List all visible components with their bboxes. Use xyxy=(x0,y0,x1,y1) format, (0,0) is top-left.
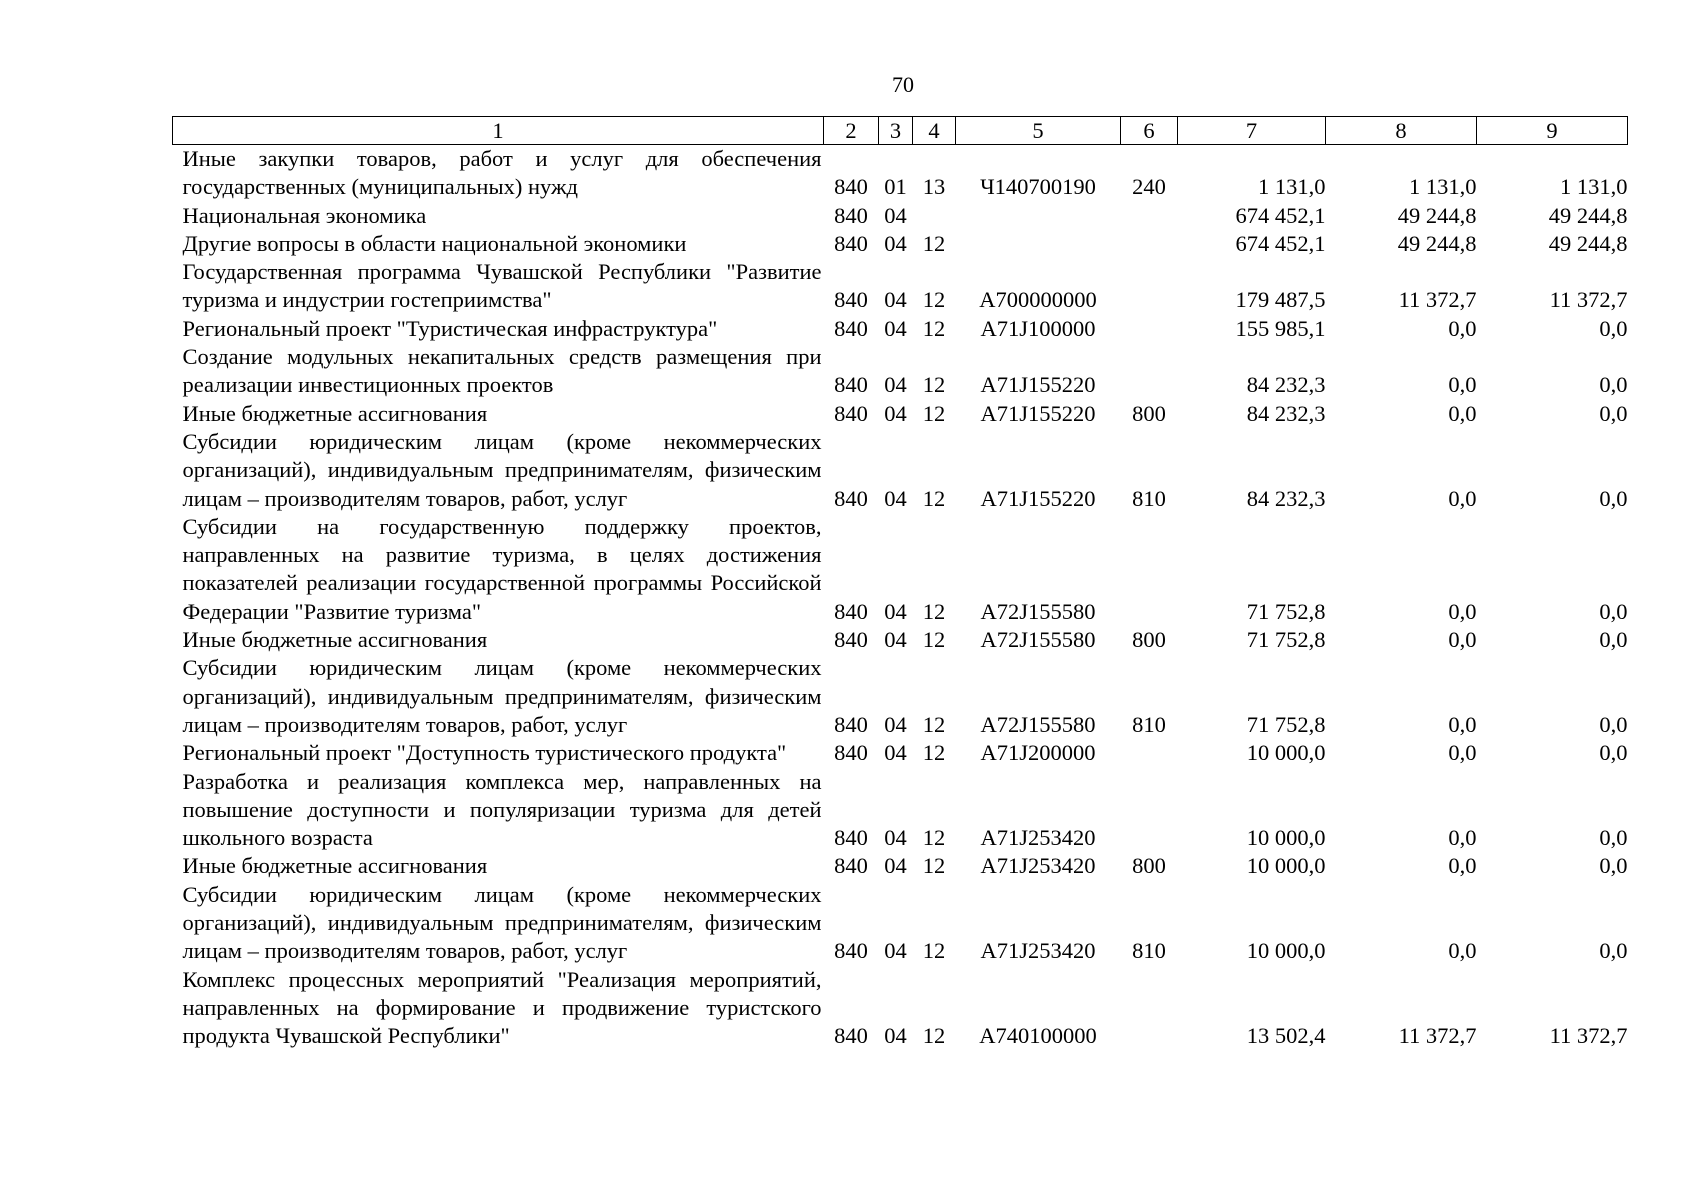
cell-amount-col9: 0,0 xyxy=(1599,400,1628,426)
cell-admin-code: 840 xyxy=(834,627,868,653)
cell-amount-col9: 11 372,7 xyxy=(1549,1023,1628,1049)
cell-expense-type xyxy=(1121,966,1178,1051)
cell-subsection-code xyxy=(913,202,956,230)
cell-amount-col8: 0,0 xyxy=(1448,627,1477,653)
cell-admin-code: 840 xyxy=(834,740,868,766)
cell-amount-col9: 49 244,8 xyxy=(1548,202,1628,228)
cell-amount-col8: 11 372,7 xyxy=(1398,287,1477,313)
cell-subsection-code: 12 xyxy=(922,853,946,879)
column-header: 5 xyxy=(956,117,1121,145)
row-name-cell: Региональный проект "Доступность туристического продукта" xyxy=(182,740,787,766)
cell-amount-col9: 49 244,8 xyxy=(1548,230,1628,256)
cell-target-article: Ч140700190 xyxy=(980,174,1096,200)
cell-section-code: 04 xyxy=(884,853,907,879)
cell-amount-col7: 10 000,0 xyxy=(1246,825,1326,851)
cell-section-code: 04 xyxy=(884,825,907,851)
cell-admin-code: 840 xyxy=(834,711,868,737)
table-row xyxy=(173,428,1628,513)
table-row xyxy=(173,852,1628,880)
cell-subsection-code: 12 xyxy=(922,740,946,766)
cell-amount-col7: 155 985,1 xyxy=(1235,315,1326,341)
table-row xyxy=(173,881,1628,966)
table-row xyxy=(173,202,1628,230)
cell-admin-code: 840 xyxy=(834,598,868,624)
cell-amount-col9: 0,0 xyxy=(1599,372,1628,398)
column-header: 8 xyxy=(1326,117,1477,145)
cell-amount-col8: 0,0 xyxy=(1448,938,1477,964)
row-name-cell: Разработка и реализация комплекса мер, направленных на повышение доступности и популяризации туризма для детей школьного возраста xyxy=(182,768,822,851)
cell-target-article: А700000000 xyxy=(979,287,1097,313)
column-header: 6 xyxy=(1121,117,1178,145)
cell-expense-type xyxy=(1121,513,1178,626)
cell-amount-col9: 0,0 xyxy=(1599,825,1628,851)
cell-amount-col7: 71 752,8 xyxy=(1246,598,1326,624)
cell-section-code: 04 xyxy=(884,230,907,256)
cell-target-article: А71J155220 xyxy=(980,400,1096,426)
cell-amount-col8: 0,0 xyxy=(1448,400,1477,426)
cell-amount-col9: 0,0 xyxy=(1599,711,1628,737)
cell-section-code: 01 xyxy=(884,174,907,200)
cell-amount-col8: 11 372,7 xyxy=(1398,1023,1477,1049)
row-name-cell: Национальная экономика xyxy=(182,202,427,228)
cell-amount-col8: 0,0 xyxy=(1448,315,1477,341)
cell-amount-col8: 49 244,8 xyxy=(1397,202,1477,228)
cell-admin-code: 840 xyxy=(834,853,868,879)
row-name-cell: Иные закупки товаров, работ и услуг для обеспечения государственных (муниципальных) нужд xyxy=(182,146,822,200)
cell-target-article: А71J253420 xyxy=(980,938,1096,964)
cell-admin-code: 840 xyxy=(834,485,868,511)
cell-amount-col9: 1 131,0 xyxy=(1560,174,1628,200)
cell-section-code: 04 xyxy=(884,485,907,511)
cell-expense-type xyxy=(1121,343,1178,400)
cell-subsection-code: 12 xyxy=(922,1023,946,1049)
cell-subsection-code: 12 xyxy=(922,287,946,313)
cell-amount-col8: 0,0 xyxy=(1448,598,1477,624)
cell-section-code: 04 xyxy=(884,627,907,653)
row-name-cell: Государственная программа Чувашской Республики "Развитие туризма и индустрии гостеприимства" xyxy=(182,259,822,313)
cell-admin-code: 840 xyxy=(834,1023,868,1049)
cell-target-article: А71J200000 xyxy=(980,740,1096,766)
cell-amount-col9: 0,0 xyxy=(1599,315,1628,341)
cell-amount-col7: 84 232,3 xyxy=(1246,400,1326,426)
cell-amount-col8: 0,0 xyxy=(1448,372,1477,398)
cell-amount-col9: 0,0 xyxy=(1599,938,1628,964)
table-row xyxy=(173,258,1628,315)
cell-target-article: А72J155580 xyxy=(980,627,1096,653)
cell-expense-type: 810 xyxy=(1132,711,1166,737)
cell-expense-type: 810 xyxy=(1132,938,1166,964)
cell-expense-type xyxy=(1121,315,1178,343)
cell-subsection-code: 12 xyxy=(922,938,946,964)
cell-target-article xyxy=(956,230,1121,258)
cell-expense-type xyxy=(1121,768,1178,853)
cell-section-code: 04 xyxy=(884,400,907,426)
row-name-cell: Субсидии юридическим лицам (кроме некоммерческих организаций), индивидуальным предпринимателям, физическим лицам – производителям товаров, работ, услуг xyxy=(182,881,822,964)
cell-amount-col8: 0,0 xyxy=(1448,853,1477,879)
table-row xyxy=(173,230,1628,258)
table-row xyxy=(173,626,1628,654)
cell-amount-col7: 13 502,4 xyxy=(1246,1023,1326,1049)
column-header: 9 xyxy=(1477,117,1628,145)
row-name-cell: Региональный проект "Туристическая инфраструктура" xyxy=(182,315,718,341)
cell-amount-col7: 71 752,8 xyxy=(1246,627,1326,653)
cell-subsection-code: 12 xyxy=(922,711,946,737)
cell-subsection-code: 12 xyxy=(922,825,946,851)
cell-amount-col8: 49 244,8 xyxy=(1397,230,1477,256)
cell-section-code: 04 xyxy=(884,202,907,228)
cell-section-code: 04 xyxy=(884,598,907,624)
cell-target-article: А71J100000 xyxy=(980,315,1096,341)
cell-amount-col9: 11 372,7 xyxy=(1549,287,1628,313)
cell-subsection-code: 12 xyxy=(922,230,946,256)
table-row xyxy=(173,768,1628,853)
cell-expense-type: 800 xyxy=(1132,627,1166,653)
cell-subsection-code: 12 xyxy=(922,372,946,398)
cell-amount-col9: 0,0 xyxy=(1599,627,1628,653)
cell-admin-code: 840 xyxy=(834,202,868,228)
column-header: 4 xyxy=(913,117,956,145)
table-row xyxy=(173,145,1628,202)
budget-table xyxy=(172,116,1628,1051)
cell-admin-code: 840 xyxy=(834,938,868,964)
cell-target-article: А71J253420 xyxy=(980,825,1096,851)
row-name-cell: Комплекс процессных мероприятий "Реализация мероприятий, направленных на формирование и продвижение туристского продукта Чувашской Республики" xyxy=(182,966,822,1049)
cell-section-code: 04 xyxy=(884,315,907,341)
cell-amount-col9: 0,0 xyxy=(1599,853,1628,879)
cell-target-article: А71J155220 xyxy=(980,485,1096,511)
cell-admin-code: 840 xyxy=(834,230,868,256)
cell-target-article: А72J155580 xyxy=(980,598,1096,624)
page-number: 70 xyxy=(892,72,914,97)
table-row xyxy=(173,654,1628,739)
cell-expense-type xyxy=(1121,230,1178,258)
cell-expense-type xyxy=(1121,739,1178,767)
cell-section-code: 04 xyxy=(884,287,907,313)
table-row xyxy=(173,966,1628,1051)
cell-target-article: А71J253420 xyxy=(980,853,1096,879)
table-row xyxy=(173,739,1628,767)
cell-expense-type xyxy=(1121,258,1178,315)
cell-admin-code: 840 xyxy=(834,174,868,200)
cell-expense-type xyxy=(1121,202,1178,230)
cell-amount-col7: 674 452,1 xyxy=(1235,230,1326,256)
cell-amount-col8: 1 131,0 xyxy=(1409,174,1477,200)
cell-amount-col7: 84 232,3 xyxy=(1246,485,1326,511)
cell-section-code: 04 xyxy=(884,938,907,964)
table-row xyxy=(173,513,1628,626)
cell-target-article xyxy=(956,202,1121,230)
row-name-cell: Иные бюджетные ассигнования xyxy=(182,627,488,653)
cell-amount-col8: 0,0 xyxy=(1448,711,1477,737)
cell-subsection-code: 12 xyxy=(922,598,946,624)
cell-admin-code: 840 xyxy=(834,400,868,426)
cell-subsection-code: 13 xyxy=(922,174,946,200)
cell-amount-col9: 0,0 xyxy=(1599,598,1628,624)
cell-admin-code: 840 xyxy=(834,372,868,398)
cell-admin-code: 840 xyxy=(834,825,868,851)
cell-amount-col7: 84 232,3 xyxy=(1246,372,1326,398)
cell-subsection-code: 12 xyxy=(922,627,946,653)
cell-subsection-code: 12 xyxy=(922,485,946,511)
cell-amount-col7: 179 487,5 xyxy=(1235,287,1326,313)
row-name-cell: Субсидии юридическим лицам (кроме некоммерческих организаций), индивидуальным предпринимателям, физическим лицам – производителям товаров, работ, услуг xyxy=(182,655,822,737)
cell-target-article: А740100000 xyxy=(979,1023,1097,1049)
cell-section-code: 04 xyxy=(884,740,907,766)
cell-target-article: А72J155580 xyxy=(980,711,1096,737)
cell-expense-type: 800 xyxy=(1132,853,1166,879)
row-name-cell: Создание модульных некапитальных средств размещения при реализации инвестиционных проектов xyxy=(182,344,822,398)
row-name-cell: Субсидии юридическим лицам (кроме некоммерческих организаций), индивидуальным предпринимателям, физическим лицам – производителям товаров, работ, услуг xyxy=(182,428,822,511)
cell-amount-col8: 0,0 xyxy=(1448,485,1477,511)
column-header: 7 xyxy=(1178,117,1326,145)
row-name-cell: Иные бюджетные ассигнования xyxy=(182,853,488,879)
row-name-cell: Другие вопросы в области национальной экономики xyxy=(182,230,687,256)
cell-amount-col7: 10 000,0 xyxy=(1246,740,1326,766)
table-header-row xyxy=(173,117,1628,145)
cell-admin-code: 840 xyxy=(834,287,868,313)
cell-section-code: 04 xyxy=(884,711,907,737)
table-body xyxy=(173,145,1628,1051)
column-header: 3 xyxy=(879,117,913,145)
cell-amount-col9: 0,0 xyxy=(1599,740,1628,766)
table-row xyxy=(173,315,1628,343)
cell-amount-col7: 71 752,8 xyxy=(1246,711,1326,737)
cell-amount-col7: 1 131,0 xyxy=(1258,174,1326,200)
cell-expense-type: 800 xyxy=(1132,400,1166,426)
cell-section-code: 04 xyxy=(884,1023,907,1049)
cell-subsection-code: 12 xyxy=(922,315,946,341)
column-header: 2 xyxy=(824,117,879,145)
cell-target-article: А71J155220 xyxy=(980,372,1096,398)
cell-amount-col7: 10 000,0 xyxy=(1246,853,1326,879)
cell-amount-col7: 674 452,1 xyxy=(1235,202,1326,228)
cell-amount-col8: 0,0 xyxy=(1448,825,1477,851)
cell-amount-col8: 0,0 xyxy=(1448,740,1477,766)
row-name-cell: Субсидии на государственную поддержку проектов, направленных на развитие туризма, в целях достижения показателей реализации государственной программы Российской Федерации "Развитие туризма" xyxy=(182,513,822,624)
row-name-cell: Иные бюджетные ассигнования xyxy=(182,400,488,426)
cell-section-code: 04 xyxy=(884,372,907,398)
cell-admin-code: 840 xyxy=(834,315,868,341)
cell-expense-type: 240 xyxy=(1132,174,1166,200)
cell-subsection-code: 12 xyxy=(922,400,946,426)
cell-amount-col9: 0,0 xyxy=(1599,485,1628,511)
table-row xyxy=(173,400,1628,428)
cell-expense-type: 810 xyxy=(1132,485,1166,511)
table-row xyxy=(173,343,1628,400)
cell-amount-col7: 10 000,0 xyxy=(1246,938,1326,964)
column-header: 1 xyxy=(173,117,824,145)
